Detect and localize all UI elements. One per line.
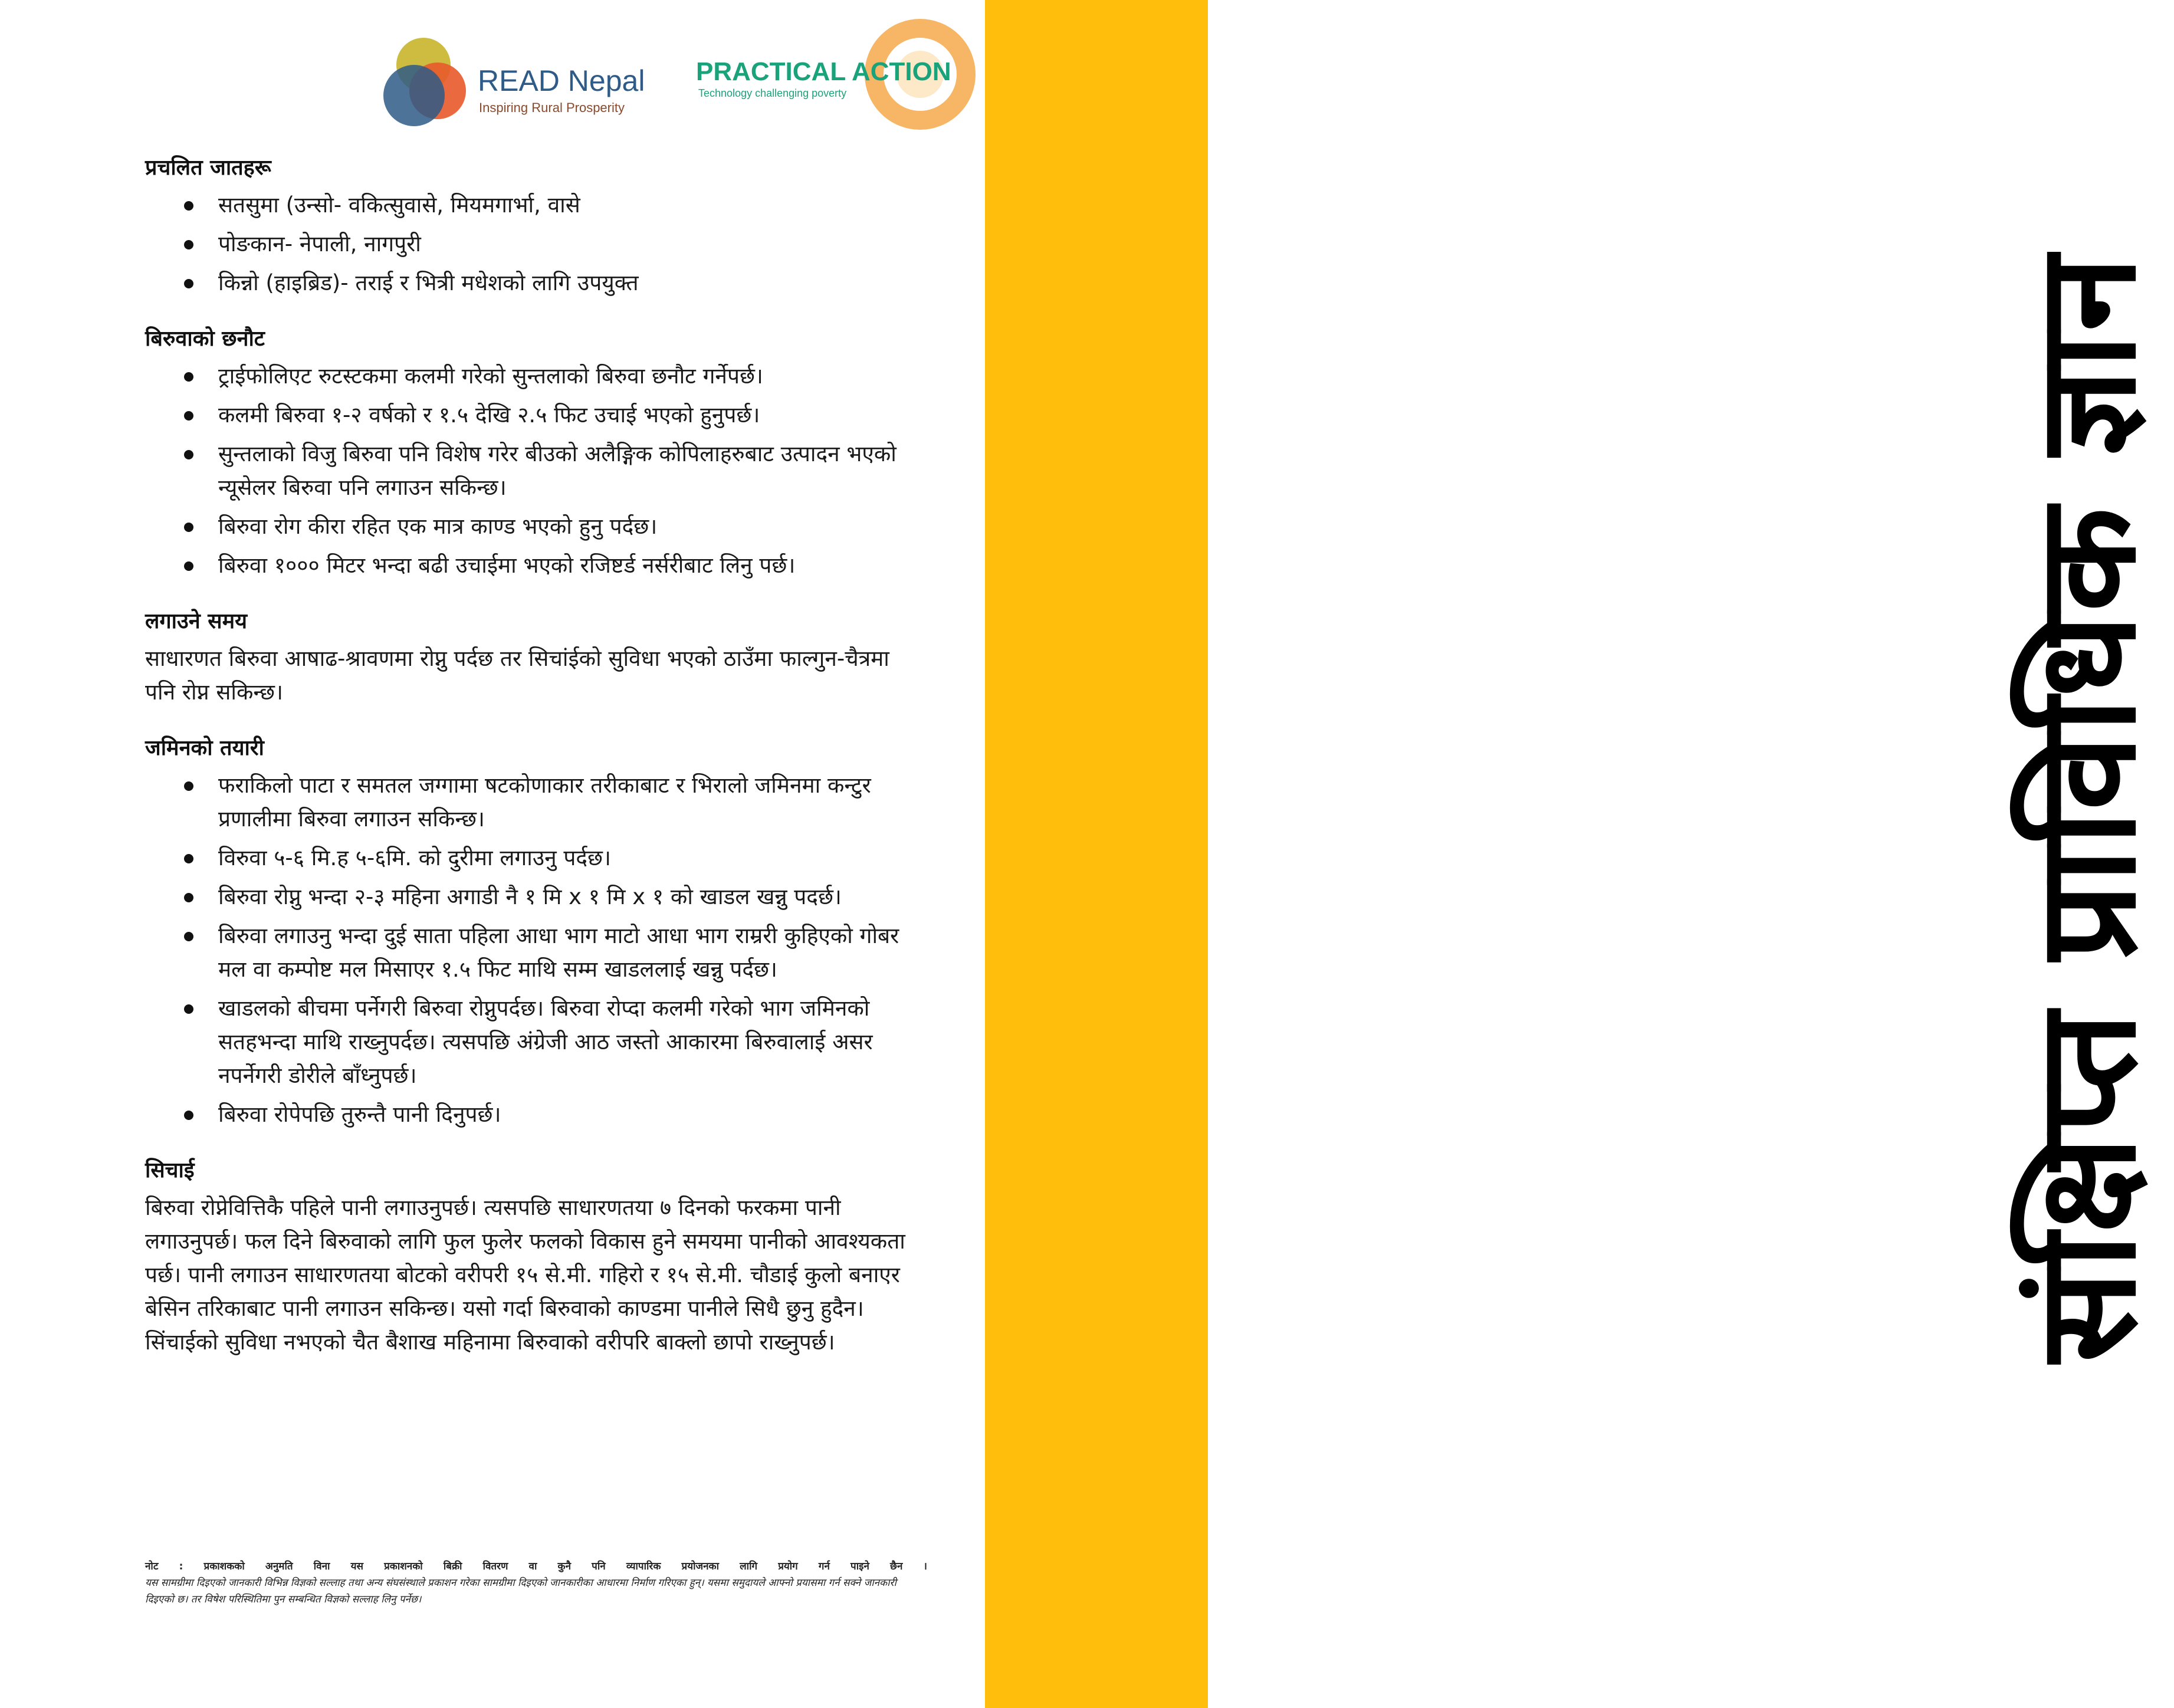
list-item: विरुवा ५-६ मि.ह ५-६मि. को दुरीमा लगाउनु पर्दछ। bbox=[218, 841, 924, 875]
read-nepal-logo bbox=[377, 32, 661, 132]
section-irrigation bbox=[145, 1155, 924, 1359]
section-land-prep bbox=[145, 733, 924, 1131]
planting-time-text: साधारणत बिरुवा आषाढ-श्रावणमा रोप्नु पर्दछ तर सिचांईको सुविधा भएको ठाउँमा फाल्गुन-चैत्रमा पनि रोप्न सकिन्छ। bbox=[145, 646, 889, 705]
read-blue-circle bbox=[383, 65, 445, 126]
land-prep-heading: जमिनको तयारी bbox=[145, 736, 264, 760]
list-item: किन्नो (हाइब्रिड)- तराई र भित्री मधेशको लागि उपयुक्त bbox=[218, 266, 924, 300]
seedling-list bbox=[145, 359, 924, 582]
section-seedling bbox=[145, 323, 924, 582]
irrigation-heading: सिचाई bbox=[145, 1158, 195, 1183]
land-prep-list bbox=[145, 768, 924, 1131]
list-item: ट्राईफोलिएट रुटस्टकमा कलमी गरेको सुन्तलाको बिरुवा छनौट गर्नेपर्छ। bbox=[218, 359, 924, 393]
practical-action-tagline: Technology challenging poverty bbox=[698, 87, 847, 99]
varieties-list bbox=[145, 188, 924, 300]
list-item: बिरुवा रोप्नु भन्दा २-३ महिना अगाडी नै १ मि x १ मि x १ को खाडल खन्नु पदर्छ। bbox=[218, 880, 924, 914]
read-nepal-tagline: Inspiring Rural Prosperity bbox=[479, 100, 625, 115]
list-item: सुन्तलाको विजु बिरुवा पनि विशेष गरेर बीउको अलैङ्गिक कोपिलाहरुबाट उत्पादन भएको न्यूसेलर बिरुवा पनि लगाउन सकिन्छ। bbox=[218, 437, 924, 504]
content-column bbox=[145, 152, 924, 1382]
irrigation-text: बिरुवा रोप्नेवित्तिकै पहिले पानी लगाउनुपर्छ। त्यसपछि साधारणतया ७ दिनको फरकमा पानी लगाउनुपर्छ। फल दिने बिरुवाको लागि फुल फुलेर फलको विकास हुने समयमा पानीको आवश्यकता पर्छ। पानी लगाउन साधारणतया बोटको वरीपरी १५ से.मी. गहिरो र १५ से.मी. चौडाई कुलो बनाएर बेसिन तरिकाबाट पानी लगाउन सकिन्छ। यसो गर्दा बिरुवाको काण्डमा पानीले सिधै छुनु हुदैन। सिंचाईको सुविधा नभएको चैत बैशाख महिनामा बिरुवाको वरीपरि बाक्लो छापो राख्नुपर्छ। bbox=[145, 1195, 905, 1355]
sidebar-title: संक्षिप्त प्राविधिक ज्ञान bbox=[2008, 253, 2166, 1363]
list-item: बिरुवा रोग कीरा रहित एक मात्र काण्ड भएको हुनु पर्दछ। bbox=[218, 510, 924, 543]
list-item: सतसुमा (उन्सो- वकित्सुवासे, मियमगार्भा, वासे bbox=[218, 188, 924, 222]
practical-action-logo bbox=[696, 12, 967, 136]
list-item: कलमी बिरुवा १-२ वर्षको र १.५ देखि २.५ फिट उचाई भएको हुनुपर्छ। bbox=[218, 398, 924, 432]
list-item: बिरुवा लगाउनु भन्दा दुई साता पहिला आधा भाग माटो आधा भाग राम्ररी कुहिएको गोबर मल वा कम्पोष्ट मल मिसाएर १.५ फिट माथि सम्म खाडललाई खन्नु पर्दछ। bbox=[218, 919, 924, 986]
footer-note bbox=[145, 1558, 927, 1608]
list-item: बिरुवा १००० मिटर भन्दा बढी उचाईमा भएको रजिष्टर्ड नर्सरीबाट लिनु पर्छ। bbox=[218, 548, 924, 582]
section-varieties bbox=[145, 152, 924, 300]
list-item: बिरुवा रोपेपछि तुरुन्तै पानी दिनुपर्छ। bbox=[218, 1098, 924, 1131]
section-planting-time bbox=[145, 606, 924, 709]
varieties-heading: प्रचलित जातहरू bbox=[145, 156, 271, 180]
practical-action-name: PRACTICAL ACTION bbox=[696, 57, 951, 86]
list-item: खाडलको बीचमा पर्नेगरी बिरुवा रोप्नुपर्दछ। बिरुवा रोप्दा कलमी गरेको भाग जमिनको सतहभन्दा माथि राख्नुपर्दछ। त्यसपछि अंग्रेजी आठ जस्तो आकारमा बिरुवालाई असर नपर्नेगरी डोरीले बाँध्नुपर्छ। bbox=[218, 991, 924, 1092]
seedling-heading: बिरुवाको छनौट bbox=[145, 327, 265, 351]
list-item: फराकिलो पाटा र समतल जग्गामा षटकोणाकार तरीकाबाट र भिरालो जमिनमा कन्टुर प्रणालीमा बिरुवा लगाउन सकिन्छ। bbox=[218, 768, 924, 836]
note-line-1: नोट : प्रकाशकको अनुमति विना यस प्रकाशनको बिक्री वितरण वा कुनै पनि व्यापारिक प्रयोजनका लागि प्रयोग गर्न पाइने छैन । bbox=[145, 1561, 927, 1572]
logo-bar bbox=[377, 12, 967, 130]
list-item: पोङकान- नेपाली, नागपुरी bbox=[218, 227, 924, 261]
planting-time-heading: लगाउने समय bbox=[145, 609, 247, 633]
sidebar-band bbox=[985, 0, 2166, 1708]
read-nepal-name: READ Nepal bbox=[478, 64, 645, 97]
note-line-2: यस सामग्रीमा दिइएको जानकारी विभिन्न विज्ञको सल्लाह तथा अन्य संघसंस्थाले प्रकाशन गरेका सामग्रीमा दिइएको जानकारीका आधारमा निर्माण गरिएका हुन्। यसमा समुदायले आफ्नो प्रयासमा गर्न सक्ने जानकारी दिइएको छ। तर विषेश परिस्थितिमा पुन सम्बन्धित विज्ञको सल्लाह लिनु पर्नेछ। bbox=[145, 1577, 896, 1605]
